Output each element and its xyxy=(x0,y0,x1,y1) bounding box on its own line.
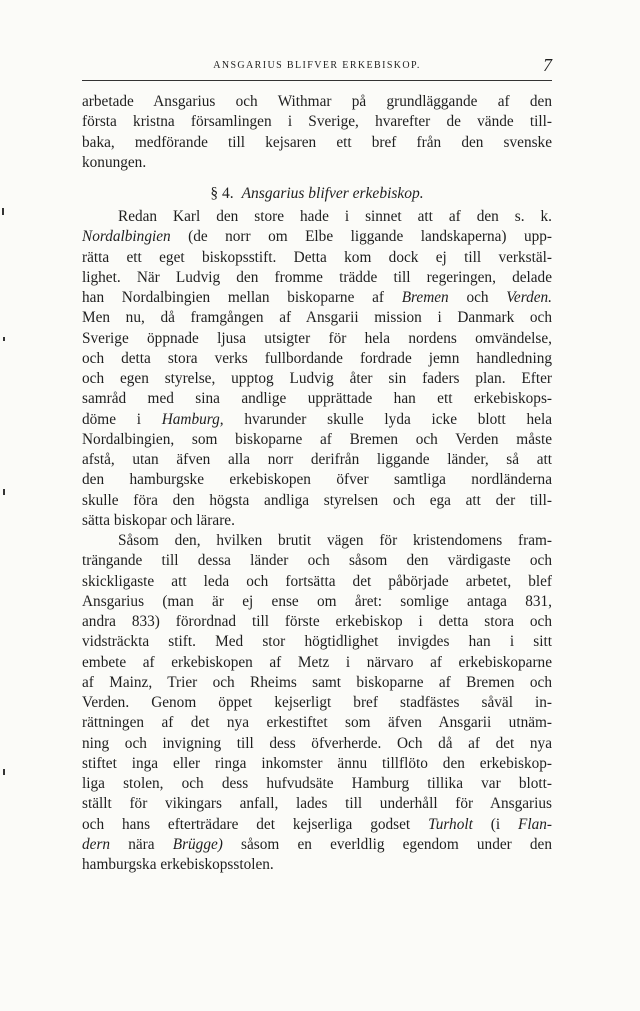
place-name: Turholt xyxy=(428,815,473,833)
text-line: Sverige öppnade ljusa utsigter för hela nordens omvändelse, xyxy=(82,329,552,347)
paragraph-2 xyxy=(82,207,552,531)
text-segment: (i xyxy=(472,815,518,833)
text-line xyxy=(82,815,552,835)
text-line: sätta biskopar och lärare. xyxy=(82,511,235,529)
place-name: Nordalbingien xyxy=(82,228,171,246)
text-line: Ansgarius (man är ej ense om året: somlige antaga 831, xyxy=(82,592,552,610)
text-line: konungen. xyxy=(82,153,147,171)
place-name: Verden. xyxy=(506,289,552,306)
section-title: Ansgarius blifver erkebiskop. xyxy=(241,185,424,202)
place-name: Brügge) xyxy=(172,835,223,853)
text-line: lighet. När Ludvig den fromme trädde till regeringen, delade xyxy=(82,268,552,286)
place-name: Flan- xyxy=(518,815,552,833)
body-text xyxy=(82,92,552,875)
text-segment: hvarunder skulle lyda icke blott hela xyxy=(223,410,552,428)
text-segment: (de norr om Elbe liggande landskaperna) upp- xyxy=(170,228,552,246)
place-name: dern xyxy=(82,835,111,853)
text-segment: han Nordalbingien mellan biskoparne af xyxy=(82,289,402,306)
text-line: rätta ett eget biskopsstift. Detta kom dock ej till verkstäl- xyxy=(82,248,552,266)
text-line: skickligaste att leda och fortsätta det påbörjade arbetet, blef xyxy=(82,572,552,590)
paragraph-1 xyxy=(82,92,552,173)
scan-edge-mark xyxy=(3,489,5,495)
text-line xyxy=(82,288,552,308)
text-line: liga stolen, och dess hufvudsäte Hamburg tillika var blott- xyxy=(82,775,552,792)
paragraph-3 xyxy=(82,531,552,875)
text-line xyxy=(82,410,552,430)
text-line: och detta stora verks fullbordande fordrade jemn handledning xyxy=(82,349,552,367)
text-segment: döme i xyxy=(82,410,162,428)
text-line xyxy=(82,227,552,247)
scan-edge-mark xyxy=(2,208,4,215)
text-line: och egen styrelse, upptog Ludvig åter sin faders plan. Efter xyxy=(82,370,552,387)
text-segment: såsom en everldlig egendom under den xyxy=(222,835,552,853)
text-line: stiftet inga eller ringa inkomster ännu tillflöto den erkebiskop- xyxy=(82,754,552,772)
text-line: första kristna församlingen i Sverige, hvarefter de vände till- xyxy=(82,113,552,131)
text-line: den hamburgske erkebiskopen öfver samtliga nordländerna xyxy=(82,471,552,489)
text-line: arbetade Ansgarius och Withmar på grundläggande af den xyxy=(82,93,552,110)
place-name: Bremen xyxy=(401,289,449,306)
running-title: ANSGARIUS BLIFVER ERKEBISKOP. xyxy=(213,60,421,71)
text-line: rättningen af det nya erkestiftet som äfven Ansgarii utnäm- xyxy=(82,714,552,732)
page-number: 7 xyxy=(543,55,552,75)
scan-edge-mark xyxy=(3,769,5,775)
text-line: ning och invigning till dess öfverherde. Och då af det nya xyxy=(82,734,552,752)
text-line: baka, medförande till kejsaren ett bref från den svenske xyxy=(82,133,552,151)
text-line: skulle föra den högsta andliga styrelsen och ega att der till- xyxy=(82,491,552,509)
text-line: Såsom den, hvilken brutit vägen för kristendomens fram- xyxy=(118,532,552,549)
place-name: Hamburg, xyxy=(161,410,224,428)
text-line: vidsträckta stift. Med stor högtidlighet invigdes han i sitt xyxy=(82,633,552,651)
section-heading xyxy=(82,173,552,207)
text-line: samråd med sina andlige upprättade han ett erkebiskops- xyxy=(82,390,552,408)
text-line: embete af erkebiskopen af Metz i närvaro af erkebiskoparne xyxy=(82,653,552,671)
text-line: Nordalbingien, som biskoparne af Bremen och Verden måste xyxy=(82,430,552,448)
text-line: andra 833) förordnad till förste erkebiskop i detta stora och xyxy=(82,613,552,630)
text-line: hamburgska erkebiskopsstolen. xyxy=(82,856,274,873)
text-line: Men nu, då framgången af Ansgarii mission i Danmark och xyxy=(82,309,552,327)
text-segment: och hans efterträdare det kejserliga godset xyxy=(82,815,429,833)
text-line: ställt för vikingars anfall, lades till underhåll för Ansgarius xyxy=(82,795,552,813)
page-header xyxy=(82,55,552,81)
text-segment: nära xyxy=(110,835,173,853)
text-line: af Mainz, Trier och Rheims samt biskoparne af Bremen och xyxy=(82,673,552,691)
text-segment: och xyxy=(448,289,507,306)
text-line: trängande till dessa länder och såsom den värdigaste och xyxy=(82,552,552,570)
text-line xyxy=(82,835,552,855)
text-line: Verden. Genom öppet kejserligt bref stadfästes såväl in- xyxy=(82,694,552,711)
section-number: § 4. xyxy=(210,185,234,202)
scan-edge-mark xyxy=(3,337,5,341)
text-line: Redan Karl den store hade i sinnet att af den s. k. xyxy=(118,208,552,225)
text-line: afstå, utan äfven alla norr derifrån liggande länder, så att xyxy=(82,451,552,468)
